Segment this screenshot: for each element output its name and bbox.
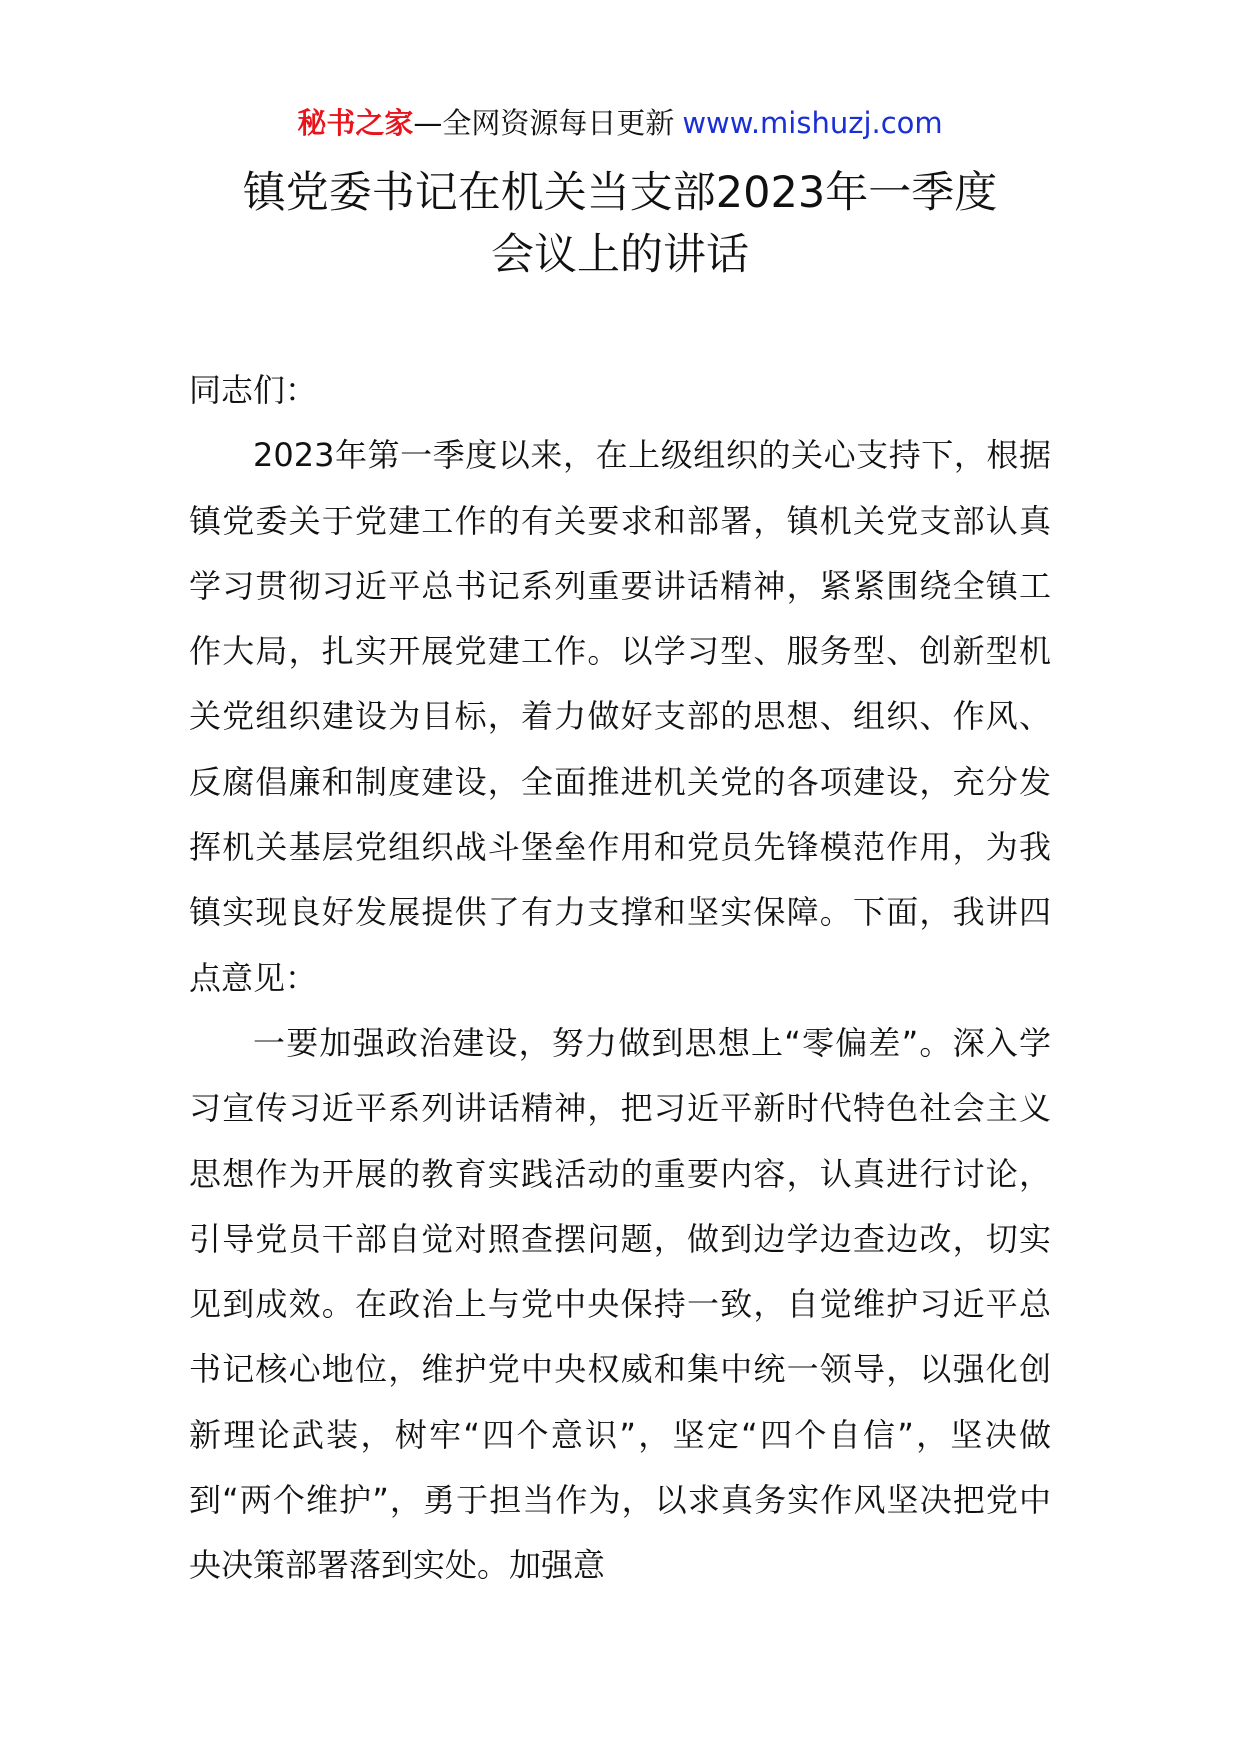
document-title [0,162,1240,286]
title-line-2: 会议上的讲话 [491,230,749,280]
title-line-1: 镇党委书记在机关当支部2023年一季度 [242,168,998,218]
brand-name: 秘书之家 [297,106,414,140]
salutation: 同志们： [189,371,318,409]
document-body [189,358,1051,1599]
site-header [0,103,1240,143]
site-url-link[interactable]: www.mishuzj.com [682,106,943,140]
header-slogan: —全网资源每日更新 [413,106,675,140]
body-paragraph-1: 2023年第一季度以来，在上级组织的关心支持下，根据镇党委关于党建工作的有关要求和部署，镇机关党支部认真学习贯彻习近平总书记系列重要讲话精神，紧紧围绕全镇工作大局，扎实开展党建工作。以学习型、服务型、创新型机关党组织建设为目标，着力做好支部的思想、组织、作风、反腐倡廉和制度建设，全面推进机关党的各项建设，充分发挥机关基层党组织战斗堡垒作用和党员先锋模范作用，为我镇实现良好发展提供了有力支撑和坚实保障。下面，我讲四点意见： [189,436,1051,997]
body-paragraph-2: 一要加强政治建设，努力做到思想上“零偏差”。深入学习宣传习近平系列讲话精神，把习近平新时代特色社会主义思想作为开展的教育实践活动的重要内容，认真进行讨论，引导党员干部自觉对照查摆问题，做到边学边查边改，切实见到成效。在政治上与党中央保持一致，自觉维护习近平总书记核心地位，维护党中央权威和集中统一领导，以强化创新理论武装，树牢“四个意识”，坚定“四个自信”，坚决做到“两个维护”，勇于担当作为，以求真务实作风坚决把党中央决策部署落到实处。加强意 [189,1023,1051,1585]
